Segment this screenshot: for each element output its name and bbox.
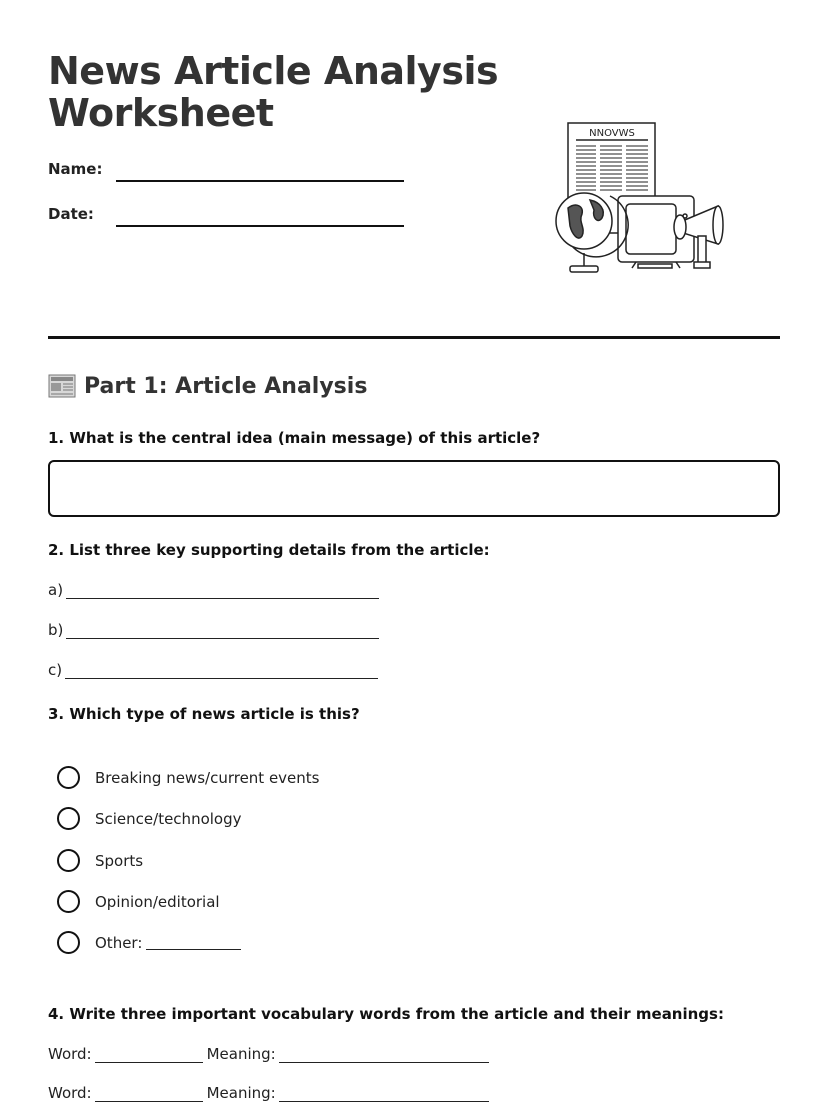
part1-heading <box>48 373 367 399</box>
newspaper-masthead: NNOVWS <box>589 128 635 139</box>
option-label: Opinion/editorial <box>95 892 220 911</box>
meaning-label: Meaning: <box>206 1045 276 1063</box>
option-sports[interactable] <box>57 849 143 872</box>
radio-icon[interactable] <box>57 766 80 789</box>
detail-line-b[interactable] <box>48 621 379 639</box>
detail-blank-c[interactable] <box>65 664 378 679</box>
vocab-row-2 <box>48 1084 489 1102</box>
detail-line-a[interactable] <box>48 581 379 599</box>
detail-label-a: a) <box>48 581 64 599</box>
radio-icon[interactable] <box>57 931 80 954</box>
meaning-label: Meaning: <box>206 1084 276 1102</box>
question-1: 1. What is the central idea (main message) of this article? <box>48 429 541 447</box>
radio-icon[interactable] <box>57 890 80 913</box>
news-media-illustration <box>548 118 738 278</box>
detail-label-c: c) <box>48 661 63 679</box>
option-label: Science/technology <box>95 809 242 828</box>
meaning-blank[interactable] <box>279 1048 489 1063</box>
question-2: 2. List three key supporting details from the article: <box>48 541 490 559</box>
central-idea-answer-box[interactable] <box>48 460 780 517</box>
question-4: 4. Write three important vocabulary words from the article and their meanings: <box>48 1005 724 1023</box>
date-label: Date: <box>48 205 94 223</box>
worksheet-title <box>48 50 498 134</box>
option-breaking-news[interactable] <box>57 766 320 789</box>
title-line-1: News Article Analysis <box>48 49 499 93</box>
section-divider <box>48 336 780 339</box>
word-blank[interactable] <box>95 1087 203 1102</box>
title-line-2: Worksheet <box>48 91 274 135</box>
detail-blank-a[interactable] <box>66 584 379 599</box>
radio-icon[interactable] <box>57 807 80 830</box>
name-field[interactable] <box>116 180 404 182</box>
date-field[interactable] <box>116 225 404 227</box>
word-label: Word: <box>48 1045 92 1063</box>
option-label: Breaking news/current events <box>95 768 320 787</box>
option-opinion-editorial[interactable] <box>57 890 220 913</box>
word-blank[interactable] <box>95 1048 203 1063</box>
detail-line-c[interactable] <box>48 661 378 679</box>
option-label: Other: <box>95 933 143 952</box>
question-3: 3. Which type of news article is this? <box>48 705 360 723</box>
vocab-row-1 <box>48 1045 489 1063</box>
detail-blank-b[interactable] <box>66 624 379 639</box>
detail-label-b: b) <box>48 621 64 639</box>
name-label: Name: <box>48 160 103 178</box>
other-blank[interactable] <box>146 935 241 950</box>
part1-heading-text: Part 1: Article Analysis <box>84 373 368 399</box>
option-other[interactable] <box>57 931 241 954</box>
meaning-blank[interactable] <box>279 1087 489 1102</box>
option-science-technology[interactable] <box>57 807 242 830</box>
newspaper-icon <box>48 373 76 399</box>
option-label: Sports <box>95 851 144 870</box>
radio-icon[interactable] <box>57 849 80 872</box>
word-label: Word: <box>48 1084 92 1102</box>
